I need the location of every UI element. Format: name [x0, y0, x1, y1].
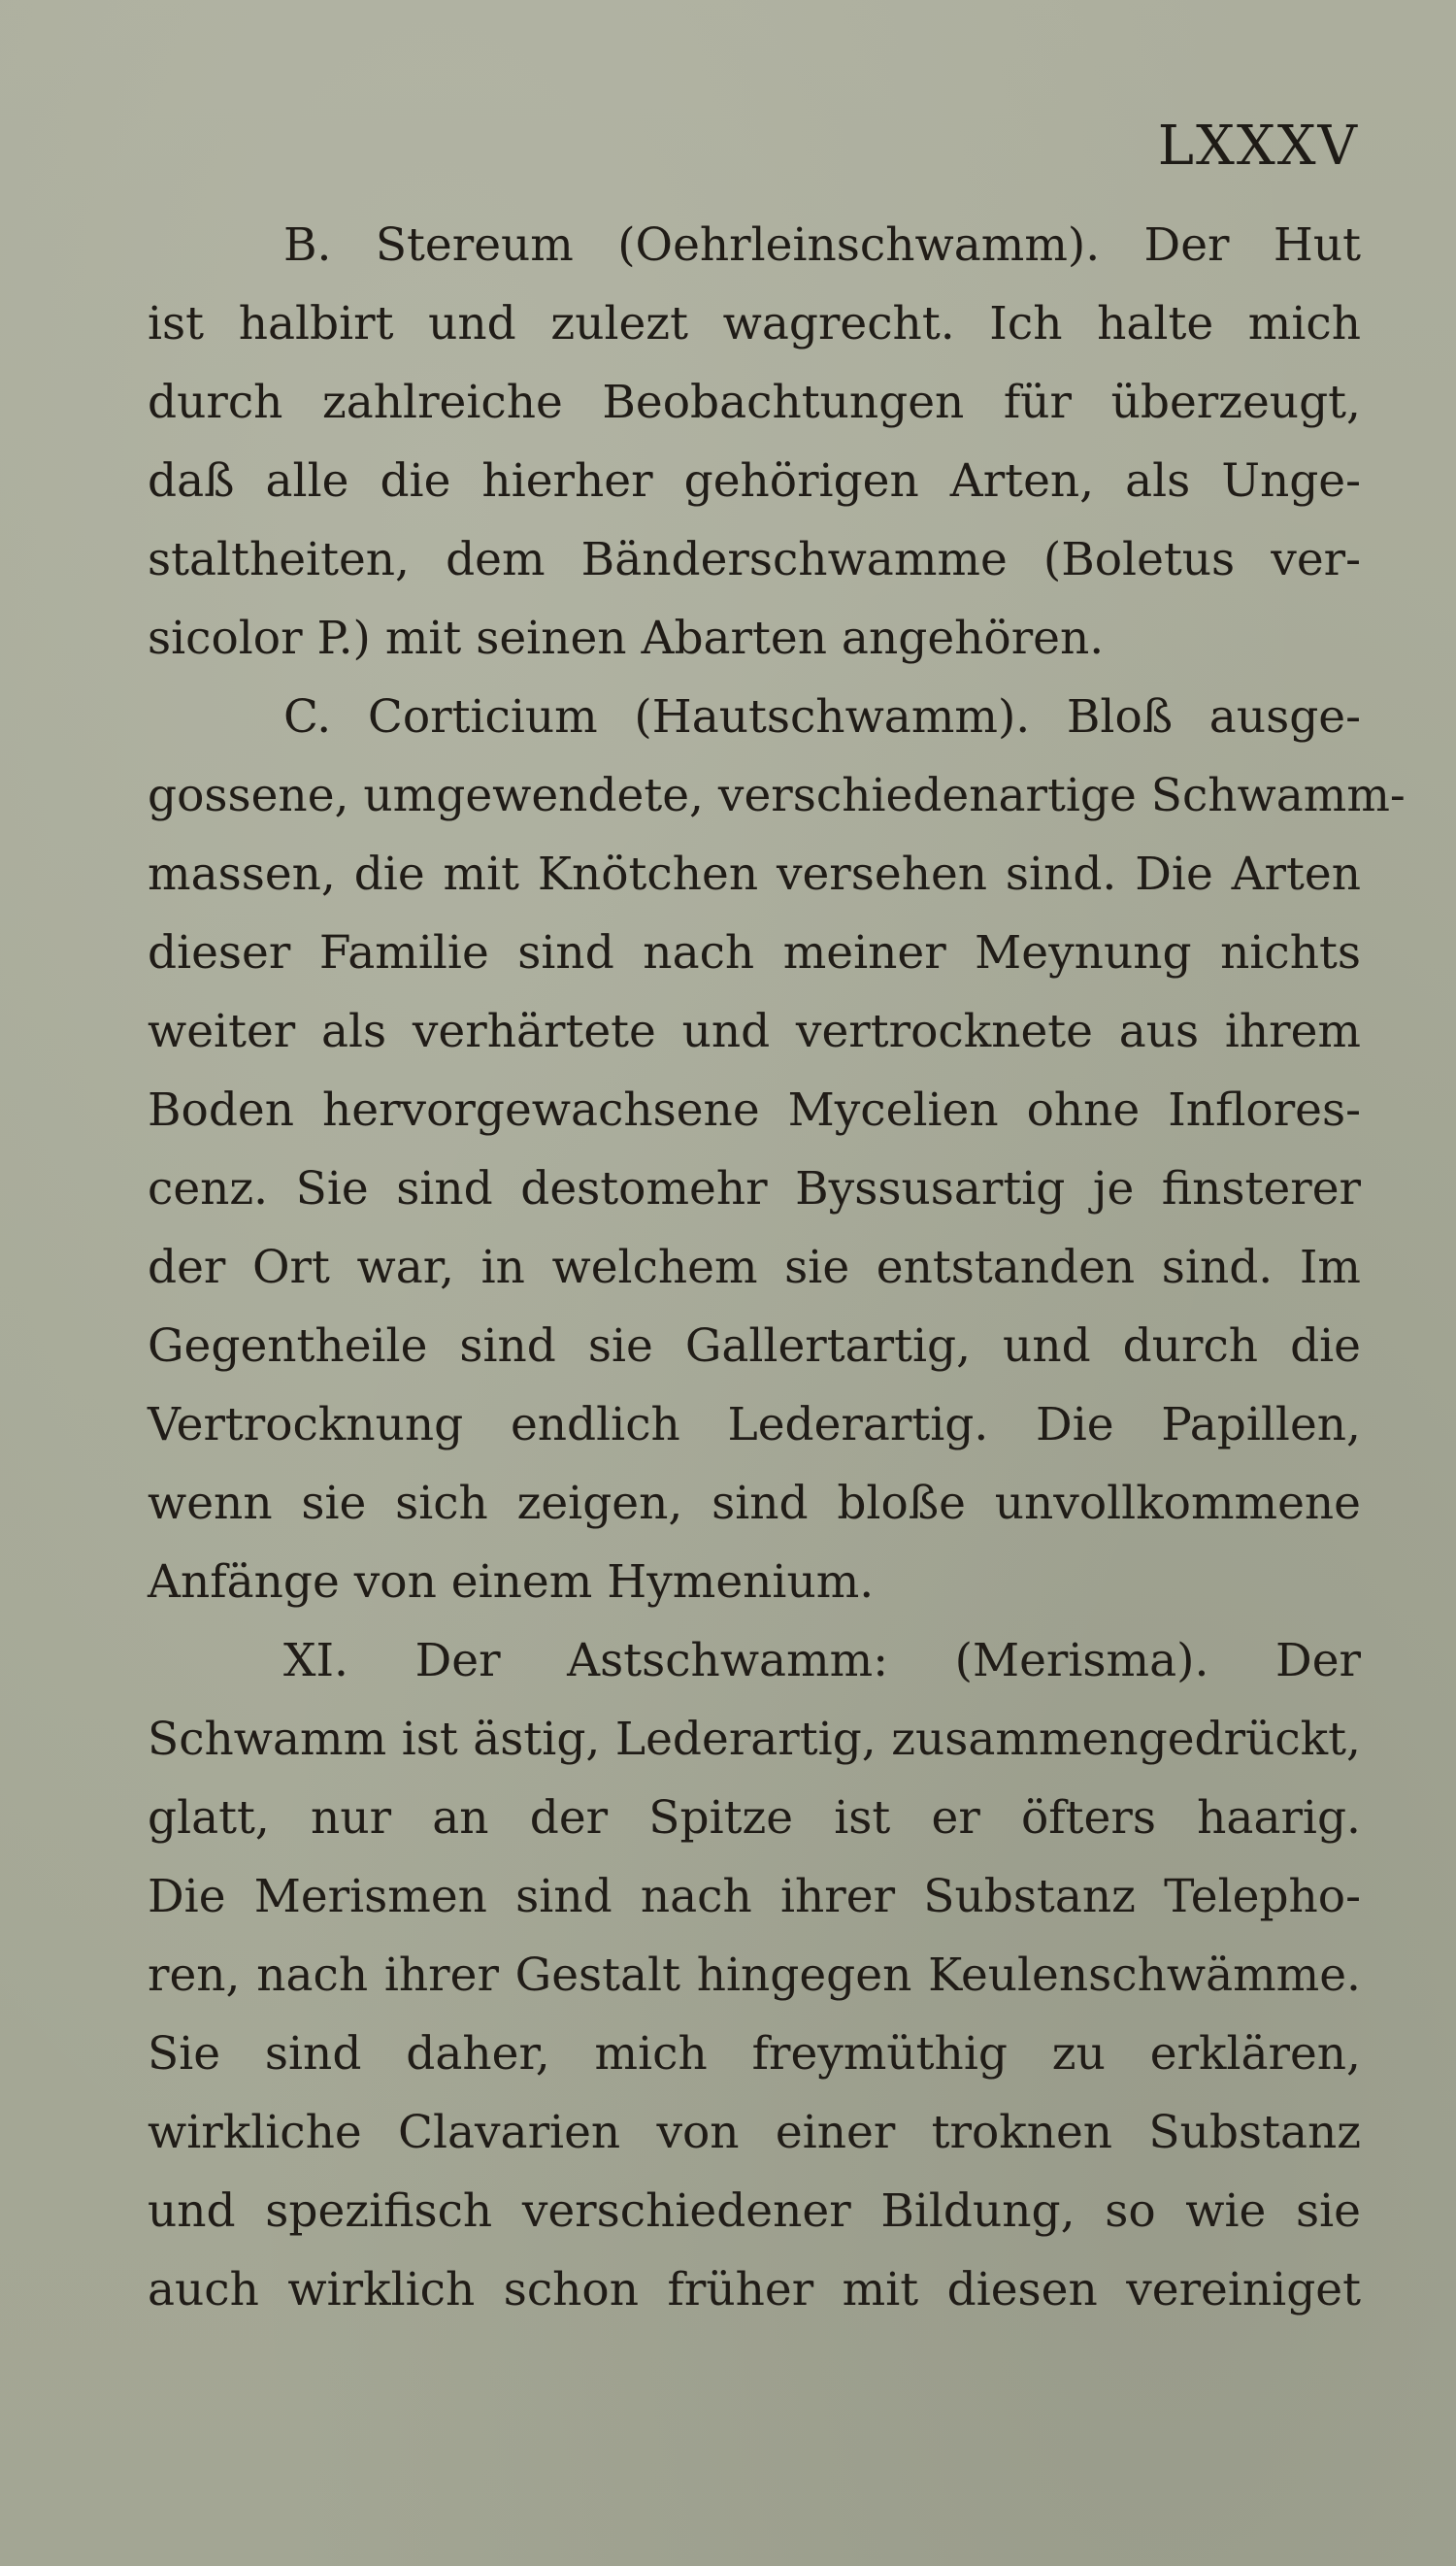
text-line: massen, die mit Knötchen versehen sind. Die Arten — [148, 848, 1361, 901]
text-line: der Ort war, in welchem sie entstanden sind. Im — [148, 1241, 1361, 1294]
text-line: durch zahlreiche Beobachtungen für überzeugt, — [148, 376, 1361, 429]
text-line: Die Merismen sind nach ihrer Substanz Telepho- — [148, 1870, 1361, 1923]
text-line: glatt, nur an der Spitze ist er öfters haarig. — [148, 1791, 1361, 1845]
text-line: weiter als verhärtete und vertrocknete aus ihrem — [148, 1005, 1361, 1058]
page-number: LXXXV — [1157, 115, 1359, 178]
text-line: dieser Familie sind nach meiner Meynung nichts — [148, 926, 1361, 980]
text-line: Vertrocknung endlich Lederartig. Die Papillen, — [148, 1398, 1361, 1451]
text-line: Sie sind daher, mich freymüthig zu erklären, — [148, 2027, 1361, 2081]
text-line: auch wirklich schon früher mit diesen vereiniget — [148, 2263, 1361, 2316]
text-line: ist halbirt und zulezt wagrecht. Ich halte mich — [148, 297, 1361, 350]
text-line: Gegentheile sind sie Gallertartig, und durch die — [148, 1319, 1361, 1373]
text-line: XI. Der Astschwamm: (Merisma). Der — [283, 1634, 1361, 1687]
text-line: wirkliche Clavarien von einer troknen Substanz — [148, 2106, 1361, 2159]
text-line: und spezifisch verschiedener Bildung, so wie sie — [148, 2184, 1361, 2238]
body-text — [148, 206, 1406, 2329]
text-line: gossene, umgewendete, verschiedenartige Schwamm- — [148, 769, 1406, 822]
text-line: daß alle die hierher gehörigen Arten, als Unge- — [148, 454, 1361, 508]
text-line: B. Stereum (Oehrleinschwamm). Der Hut — [283, 218, 1361, 272]
text-line: Boden hervorgewachsene Mycelien ohne Inflores- — [148, 1083, 1361, 1137]
text-line: staltheiten, dem Bänderschwamme (Boletus ver- — [148, 533, 1361, 586]
text-line: sicolor P.) mit seinen Abarten angehören. — [148, 612, 1105, 665]
text-line: Schwamm ist ästig, Lederartig, zusammengedrückt, — [148, 1713, 1361, 1766]
paragraph-stereum — [148, 206, 1361, 678]
text-line: C. Corticium (Hautschwamm). Bloß ausge- — [283, 690, 1361, 744]
text-line: Anfänge von einem Hymenium. — [148, 1555, 875, 1609]
paragraph-corticium — [148, 678, 1406, 1621]
text-line: wenn sie sich zeigen, sind bloße unvollkommene — [148, 1477, 1361, 1530]
text-line: cenz. Sie sind destomehr Byssusartig je finsterer — [148, 1162, 1361, 1216]
paragraph-merisma — [148, 1621, 1361, 2329]
text-line: ren, nach ihrer Gestalt hingegen Keulenschwämme. — [148, 1949, 1361, 2002]
